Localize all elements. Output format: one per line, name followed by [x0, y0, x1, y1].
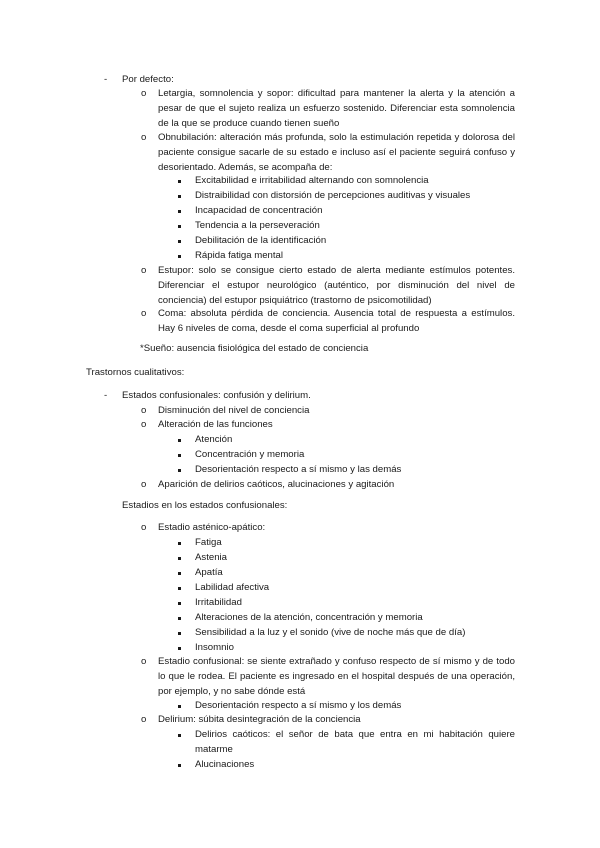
sub-item: Rápida fatiga mental [195, 250, 283, 261]
sub-item: Insomnio [195, 642, 234, 653]
square-bullet [178, 240, 181, 243]
square-bullet [178, 180, 181, 183]
square-bullet [178, 195, 181, 198]
circle-bullet: o [141, 522, 147, 533]
square-bullet [178, 587, 181, 590]
item-delirium: Delirium: súbita desintegración de la conciencia [158, 714, 361, 725]
sub-item: Alucinaciones [195, 759, 255, 770]
square-bullet [178, 764, 181, 767]
sub-item: Concentración y memoria [195, 449, 305, 460]
dash-bullet: - [104, 390, 108, 401]
square-bullet [178, 210, 181, 213]
square-bullet [178, 557, 181, 560]
circle-bullet: o [141, 308, 147, 319]
circle-bullet: o [141, 656, 147, 667]
sub-item: Excitabilidad e irritabilidad alternando con somnolencia [195, 175, 429, 186]
note-sueno: *Sueño: ausencia fisiológica del estado de conciencia [140, 343, 369, 354]
sub-item: Tendencia a la perseveración [195, 220, 320, 231]
circle-bullet: o [141, 419, 147, 430]
square-bullet [178, 454, 181, 457]
sub-item: Fatiga [195, 537, 222, 548]
sub-item: Distraibilidad con distorsión de percepciones auditivas y visuales [195, 190, 471, 201]
bullet-por-defecto: Por defecto: [122, 74, 174, 85]
item-disminucion: Disminución del nivel de conciencia [158, 405, 310, 416]
item-confusional: Estadio confusional: se siente extrañado y confuso respecto de sí mismo y de todo lo que le rodea. El paciente es ingresado en el hospital después de una operación, por ejemplo, y no sabe dónde está [158, 656, 515, 697]
bullet-estados-confusionales: Estados confusionales: confusión y delirium. [122, 390, 311, 401]
sub-item: Sensibilidad a la luz y el sonido (vive de noche más que de día) [195, 627, 466, 638]
square-bullet [178, 632, 181, 635]
square-bullet [178, 542, 181, 545]
item-alteracion: Alteración de las funciones [158, 419, 273, 430]
circle-bullet: o [141, 479, 147, 490]
sub-item: Alteraciones de la atención, concentración y memoria [195, 612, 423, 623]
square-bullet [178, 617, 181, 620]
item-letargia: Letargia, somnolencia y sopor: dificultad para mantener la alerta y la atención a pesar de que el sujeto realiza un esfuerzo sostenido. Diferenciar esta somnolencia de la que se produce cuando tienen sueño [158, 88, 515, 129]
item-obnubilacion: Obnubilación: alteración más profunda, solo la estimulación repetida y dolorosa del paciente consigue sacarle de su estado e incluso así el paciente seguirá confuso y desorientado. Además, se acompaña de: [158, 132, 515, 173]
sub-item: Apatía [195, 567, 223, 578]
square-bullet [178, 255, 181, 258]
sub-item: Atención [195, 434, 233, 445]
sub-item: Desorientación respecto a sí mismo y las demás [195, 464, 402, 475]
sub-item: Desorientación respecto a sí mismo y los demás [195, 700, 402, 711]
square-bullet [178, 705, 181, 708]
circle-bullet: o [141, 405, 147, 416]
sub-item: Astenia [195, 552, 227, 563]
circle-bullet: o [141, 714, 147, 725]
sub-item: Labilidad afectiva [195, 582, 270, 593]
item-astenico: Estadio asténico-apático: [158, 522, 266, 533]
item-aparicion: Aparición de delirios caóticos, alucinaciones y agitación [158, 479, 395, 490]
heading-estadios: Estadios en los estados confusionales: [122, 500, 288, 511]
sub-item-delirios: Delirios caóticos: el señor de bata que entra en mi habitación quiere matarme [195, 729, 515, 755]
square-bullet [178, 225, 181, 228]
square-bullet [178, 602, 181, 605]
square-bullet [178, 469, 181, 472]
square-bullet [178, 439, 181, 442]
heading-trastornos: Trastornos cualitativos: [86, 367, 185, 378]
item-estupor: Estupor: solo se consigue cierto estado de alerta mediante estímulos potentes. Diferenciar el estupor neurológico (auténtico, por disminución del nivel de conciencia) del estupor psiquiátrico (trastorno de psicomotilidad) [158, 265, 515, 306]
circle-bullet: o [141, 132, 147, 143]
sub-item: Irritabilidad [195, 597, 242, 608]
square-bullet [178, 647, 181, 650]
square-bullet [178, 572, 181, 575]
sub-item: Incapacidad de concentración [195, 205, 323, 216]
circle-bullet: o [141, 265, 147, 276]
circle-bullet: o [141, 88, 147, 99]
sub-item: Debilitación de la identificación [195, 235, 327, 246]
item-coma: Coma: absoluta pérdida de conciencia. Ausencia total de respuesta a estímulos. Hay 6 niveles de coma, desde el coma superficial al profundo [158, 308, 515, 334]
square-bullet [178, 734, 181, 737]
dash-bullet: - [104, 74, 108, 85]
